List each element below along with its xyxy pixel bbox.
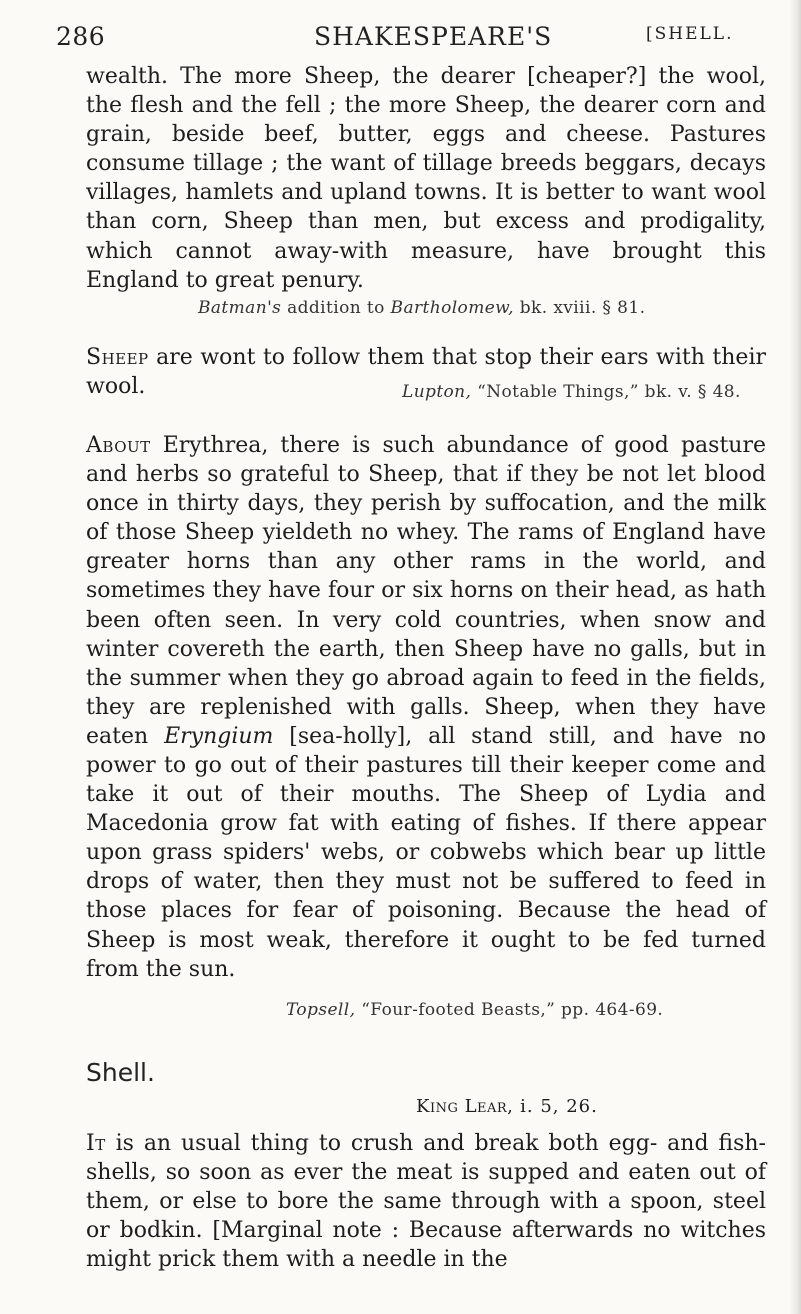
running-title: SHAKESPEARE'S xyxy=(314,22,553,51)
citation-ref: “Notable Things,” bk. v. § 48. xyxy=(471,381,741,402)
lead-word: About xyxy=(86,432,151,458)
book-page xyxy=(56,22,766,1274)
play-title: King Lear, xyxy=(416,1095,514,1117)
page-number: 286 xyxy=(56,22,106,51)
play-ref: i. 5, 26. xyxy=(513,1095,598,1117)
section-heading: Shell. xyxy=(86,1057,155,1087)
citation-author: Batman's xyxy=(198,297,282,318)
running-section: [SHELL. xyxy=(646,24,734,44)
paragraph-wealth: wealth. The more Sheep, the dearer [cheaper?] the wool, the flesh and the fell ; the more Sheep, the dearer corn and grain, beside beef, butter, eggs and cheese. Pastures consume tillage ; the want of tillage breeds beggars, decays villages, hamlets and upland towns. It is better to want wool than corn, Sheep than men, but excess and prodigality, which cannot away-with measure, have brought this England to great penury. xyxy=(86,64,766,293)
citation-author: Lupton, xyxy=(402,381,472,402)
source-citation-batman: Batman's addition to Bartholomew, bk. xviii. § 81. xyxy=(198,297,646,318)
source-citation-topsell xyxy=(286,997,766,1023)
source-citation-lupton xyxy=(402,379,741,405)
italic-term: Eryngium xyxy=(164,723,274,749)
paragraph-shells: It is an usual thing to crush and break both egg- and fish-shells, so soon as ever the meat is supped and eaten out of them, or else to bore the same through with a spoon, steel or bodkin. [Marginal note : Because afterwards no witches might prick them with a needle in the xyxy=(86,1130,766,1273)
citation-ref: “Four-footed Beasts,” pp. 464-69. xyxy=(355,999,664,1020)
running-head xyxy=(56,22,766,62)
page-edge-shadow xyxy=(789,0,801,1314)
paragraph-sheep-wool: Sheep are wont to follow them that stop their ears with their wool. Lupton, “Notable Things,” bk. v. § 48. xyxy=(86,343,766,401)
paragraph-erythrea: About Erythrea, there is such abundance of good pasture and herbs so grateful to Sheep, that if they be not let blood once in thirty days, they perish by suffocation, and the milk of those Sheep yieldeth no whey. The rams of England have greater horns than any other rams in the world, and sometimes they have four or six horns on their head, as hath been often seen. In very cold countries, when snow and winter covereth the earth, then Sheep have no galls, but in the summer when they go abroad again to feed in the fields, they are replenished with galls. Sheep, when they have eaten Eryngium [sea-holly], all stand still, and have no power to go out of their pastures till their keeper come and take it out of their mouths. The Sheep of Lydia and Macedonia grow fat with eating of fishes. If there appear upon grass spiders' webs, or cobwebs which bear up little drops of water, then they must not be suffered to feed in those places for fear of poisoning. Because the head of Sheep is most weak, therefore it ought to be fed turned from the sun. xyxy=(86,432,766,982)
citation-work: Bartholomew, xyxy=(390,297,514,318)
lead-word: Sheep xyxy=(86,344,149,370)
play-reference xyxy=(416,1096,766,1117)
lead-word: It xyxy=(86,1130,106,1156)
citation-ref: bk. xviii. § 81. xyxy=(513,297,646,318)
citation-author: Topsell, xyxy=(286,999,356,1020)
